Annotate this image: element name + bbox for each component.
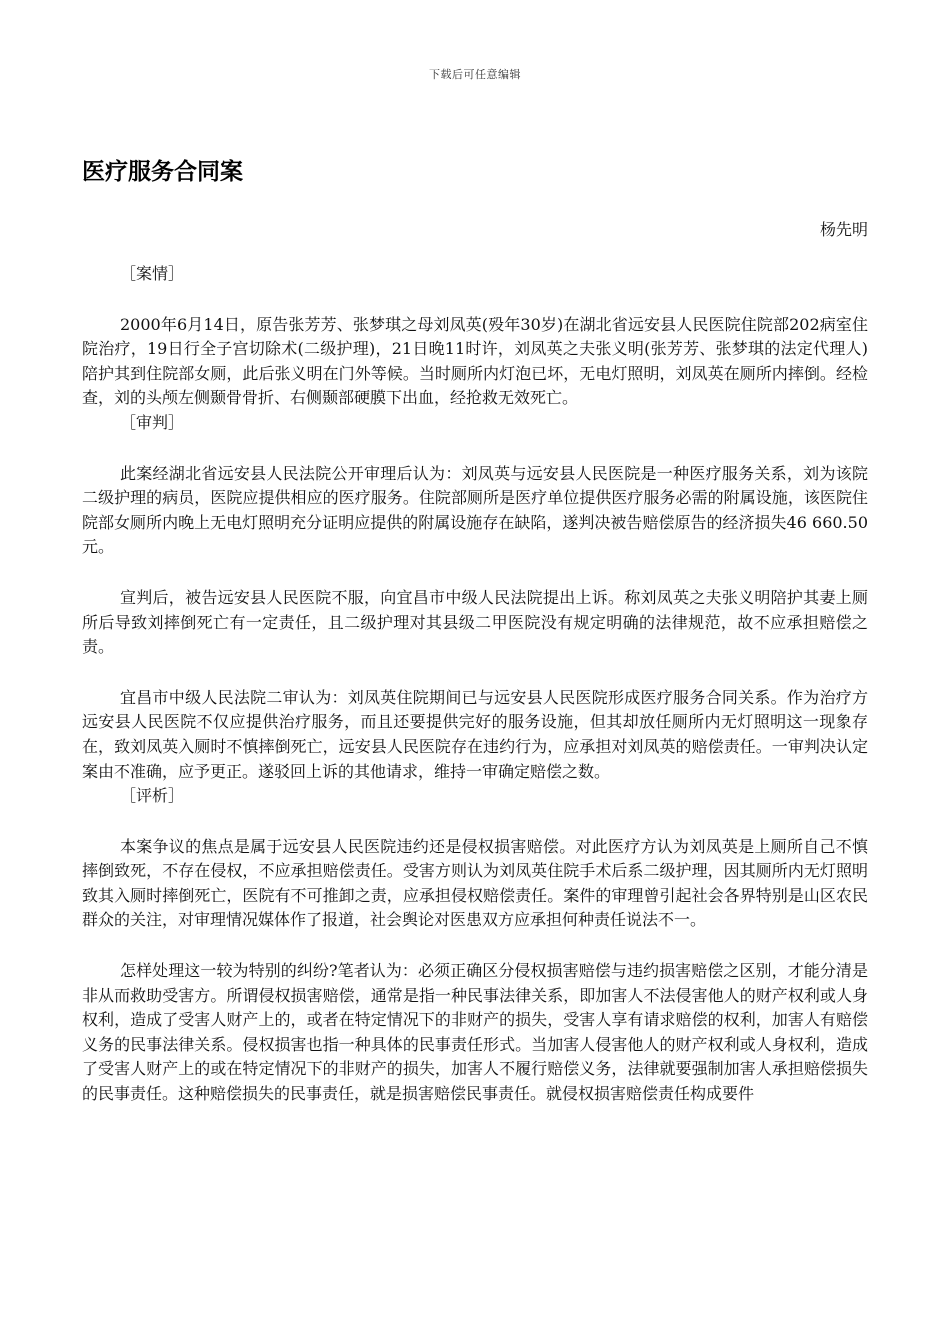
- author-name: 杨先明: [819, 220, 868, 239]
- body-paragraph: 怎样处理这一较为特别的纠纷?笔者认为：必须正确区分侵权损害赔偿与违约损害赔偿之区别，才能分清是非从而救助受害方。所谓侵权损害赔偿，通常是指一种民事法律关系，即加害人不法侵害他人的财产权利或人身权利，造成了受害人财产上的，或者在特定情况下的非财产的损失，受害人享有请求赔偿的权利，加害人有赔偿义务的民事法律关系。侵权损害也指一种具体的民事责任形式。当加害人侵害他人的财产权利或人身权利，造成了受害人财产上的或在特定情况下的非财产的损失，加害人不履行赔偿义务，法律就要强制加害人承担赔偿损失的民事责任。这种赔偿损失的民事责任，就是损害赔偿民事责任。就侵权损害赔偿责任构成要件: [82, 961, 868, 1104]
- body-paragraph: 宣判后，被告远安县人民医院不服，向宜昌市中级人民法院提出上诉。称刘凤英之夫张义明陪护其妻上厕所后导致刘摔倒死亡有一定责任，且二级护理对其县级二甲医院没有规定明确的法律规范，故不应承担赔偿之责。: [82, 587, 868, 657]
- section-analysis: [82, 784, 868, 1107]
- section-case-facts: [82, 262, 868, 411]
- body-paragraph: 2000年6月14日，原告张芳芳、张梦琪之母刘凤英(殁年30岁)在湖北省远安县人民医院住院部202病室住院治疗，19日行全子宫切除术(二级护理)，21日晚11时许，刘凤英之夫张义明(张芳芳、张梦琪的法定代理人)陪护其到住院部女厕，此后张义明在门外等候。当时厕所内灯泡已坏，无电灯照明，刘凤英在厕所内摔倒。经检查，刘的头颅左侧颞骨骨折、右侧颞部硬膜下出血，经抢救无效死亡。: [82, 314, 868, 408]
- body-paragraph: 此案经湖北省远安县人民法院公开审理后认为：刘凤英与远安县人民医院是一种医疗服务关系，刘为该院二级护理的病员，医院应提供相应的医疗服务。住院部厕所是医疗单位提供医疗服务必需的附属设施，该医院住院部女厕所内晚上无电灯照明充分证明应提供的附属设施存在缺陷，遂判决被告赔偿原告的经济损失46 660.50元。: [82, 463, 868, 557]
- page-header-note: 下载后可任意编辑: [429, 68, 521, 81]
- section-heading: ［案情］: [120, 264, 185, 283]
- section-heading: ［审判］: [120, 412, 185, 432]
- body-paragraph: 宜昌市中级人民法院二审认为：刘凤英住院期间已与远安县人民医院形成医疗服务合同关系。作为治疗方远安县人民医院不仅应提供治疗服务，而且还要提供完好的服务设施，但其却放任厕所内无灯照明这一现象存在，致刘凤英入厕时不慎摔倒死亡，远安县人民医院存在违约行为，应承担对刘凤英的赔偿责任。一审判决认定案由不准确，应予更正。遂驳回上诉的其他请求，维持一审确定赔偿之数。: [82, 687, 868, 781]
- body-paragraph: 本案争议的焦点是属于远安县人民医院违约还是侵权损害赔偿。对此医疗方认为刘凤英是上厕所自己不慎摔倒致死，不存在侵权，不应承担赔偿责任。受害方则认为刘凤英住院手术后系二级护理，因其厕所内无灯照明致其入厕时摔倒死亡，医院有不可推卸之责，应承担侵权赔偿责任。案件的审理曾引起社会各界特别是山区农民群众的关注，对审理情况媒体作了报道，社会舆论对医患双方应承担何种责任说法不一。: [82, 836, 868, 930]
- document-body: [82, 262, 868, 1107]
- section-heading: ［评析］: [120, 786, 185, 806]
- section-judgment: [82, 411, 868, 784]
- document-title: 医疗服务合同案: [82, 159, 243, 185]
